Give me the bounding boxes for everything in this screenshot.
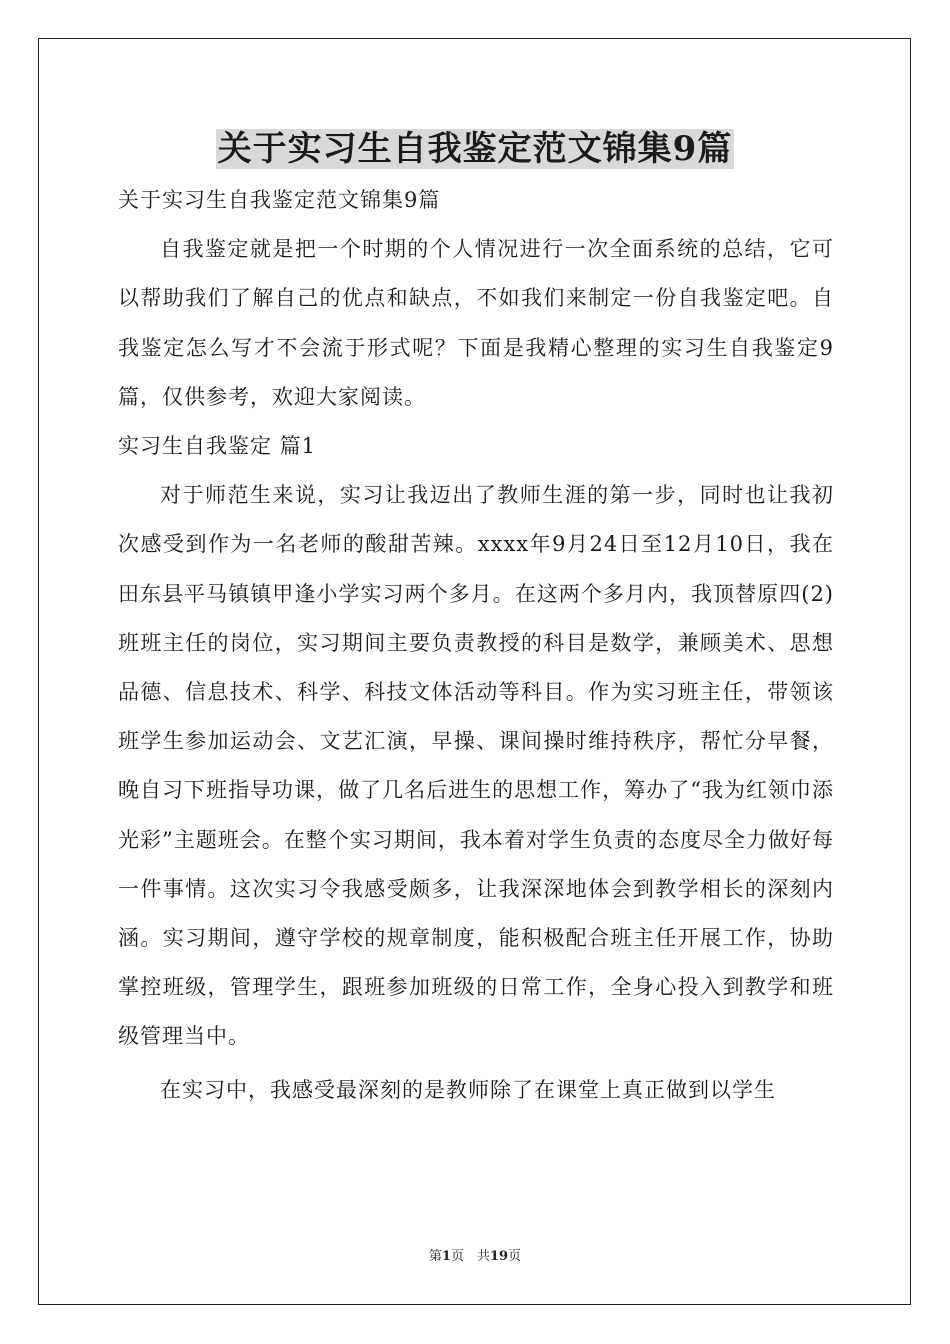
total-pages-number: 19 — [489, 1249, 509, 1264]
document-title — [0, 126, 950, 172]
footer-prefix: 第 — [428, 1249, 442, 1264]
section-heading: 实习生自我鉴定 篇1 — [118, 434, 317, 459]
footer-suffix: 页 — [508, 1249, 522, 1264]
subtitle-paragraph: 关于实习生自我鉴定范文锦集9篇 — [118, 188, 441, 212]
current-page-number: 1 — [441, 1249, 451, 1264]
page-footer — [0, 1248, 950, 1266]
body-paragraph: 在实习中，我感受最深刻的是教师除了在课堂上真正做到以学生 — [160, 1077, 776, 1102]
body-paragraph: 对于师范生来说，实习让我迈出了教师生涯的第一步，同时也让我初次感受到作为一名老师的酸甜苦辣。xxxx年9月24日至12月10日，我在田东县平马镇镇甲逢小学实习两个多月。在这两个多月内，我顶替原四(2)班班主任的岗位，实习期间主要负责教授的科目是数学，兼顾美术、思想品德、信息技术、科学、科技文体活动等科目。作为实习班主任，带领该班学生参加运动会、文艺汇演，早操、课间操时维持秩序，帮忙分早餐，晚自习下班指导功课，做了几名后进生的思想工作，筹办了“我为红领巾添光彩”主题班会。在整个实习期间，我本着对学生负责的态度尽全力做好每一件事情。这次实习令我感受颇多，让我深深地体会到教学相长的深刻内涵。实习期间，遵守学校的规章制度，能积极配合班主任开展工作，协助掌控班级，管理学生，跟班参加班级的日常工作，全身心投入到教学和班级管理当中。 — [118, 483, 834, 1049]
footer-middle: 页 共 — [450, 1249, 490, 1264]
document-title-text: 关于实习生自我鉴定范文锦集9篇 — [217, 129, 733, 169]
document-body — [118, 176, 834, 1115]
intro-paragraph: 自我鉴定就是把一个时期的个人情况进行一次全面系统的总结，它可以帮助我们了解自己的优点和缺点，不如我们来制定一份自我鉴定吧。自我鉴定怎么写才不会流于形式呢？下面是我精心整理的实习生自我鉴定9篇，仅供参考，欢迎大家阅读。 — [118, 237, 834, 409]
